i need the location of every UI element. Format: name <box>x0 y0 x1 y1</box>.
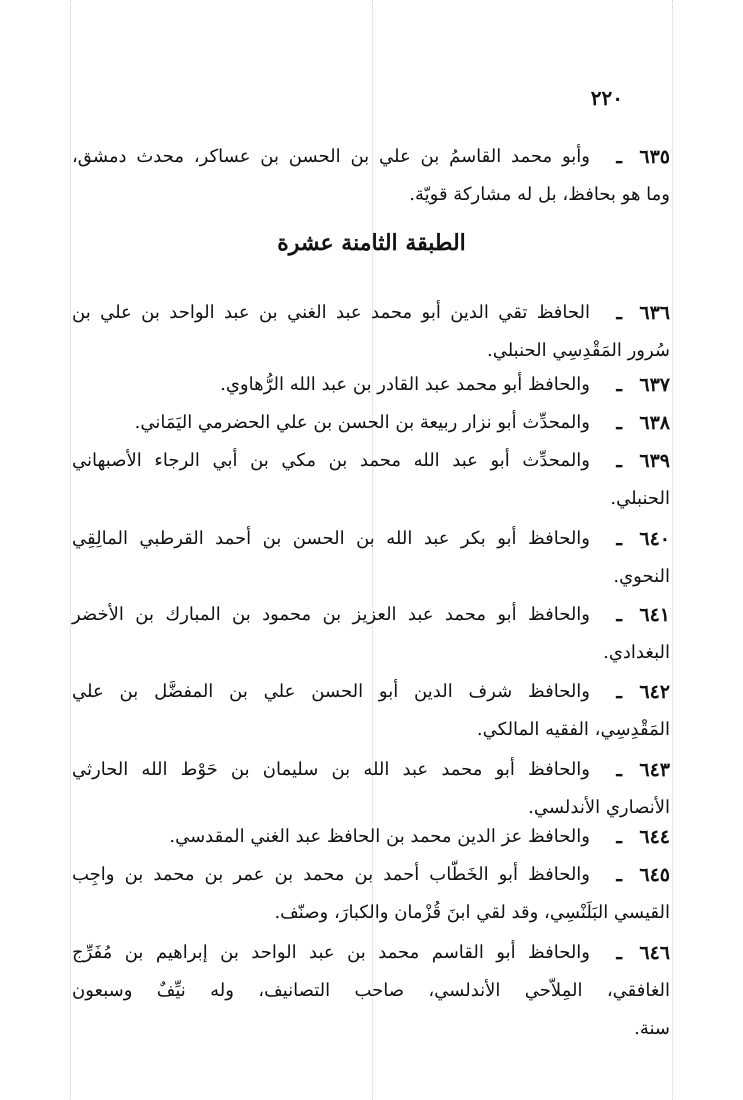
entry <box>72 753 670 829</box>
entry-text-line: القيسي البَلَنْسِي، وقد لقي ابنَ قُزْمان والكبارَ، وصنّف. <box>274 902 670 923</box>
entry-text-line: والحافظ أبو الخَطّاب أحمد بن محمد بن عمر بن محمد بن واجِب <box>72 864 590 885</box>
entry-number: ٦٤٠ <box>639 528 670 550</box>
entry-text-line: والمحدِّث أبو نزار ربيعة بن الحسن بن علي الحضرمي اليَمَاني. <box>134 412 590 433</box>
entry-number: ٦٣٧ <box>639 374 670 396</box>
entry-text-line: سُرور المَقْدِسِي الحنبلي. <box>486 340 670 361</box>
scan-guide-line <box>70 0 71 1100</box>
entry-number: ٦٣٨ <box>639 412 670 434</box>
entry-text-line: الحافظ تقي الدين أبو محمد عبد الغني بن عبد الواحد بن علي بن <box>72 302 590 323</box>
entry-dash: ـ <box>616 412 622 434</box>
entry-text-line: النحوي. <box>613 566 670 587</box>
entry-text-line: والحافظ أبو محمد عبد الله بن سليمان بن حَوْط الله الحارثي <box>72 759 590 780</box>
entry-text-line: والحافظ أبو بكر عبد الله بن الحسن بن أحمد القرطبي المالِقِي <box>72 528 590 549</box>
entry <box>72 140 670 216</box>
entry-text-line: الحنبلي. <box>610 488 670 509</box>
entry-text-line: المَقْدِسِي، الفقيه المالكي. <box>476 719 670 740</box>
entry <box>72 296 670 372</box>
entry-text-line: وأبو محمد القاسمُ بن علي بن الحسن بن عساكر، محدث دمشق، <box>72 146 590 167</box>
entry-dash: ـ <box>616 450 622 472</box>
entry <box>72 598 670 674</box>
entry-dash: ـ <box>616 146 622 168</box>
entry-dash: ـ <box>616 681 622 703</box>
entry-text-line: وما هو بحافظ، بل له مشاركة قويّة. <box>409 184 670 205</box>
entry-dash: ـ <box>616 942 622 964</box>
entry <box>72 936 670 1050</box>
entry <box>72 368 670 406</box>
entry-number: ٦٣٦ <box>639 302 670 324</box>
entry-dash: ـ <box>616 759 622 781</box>
entry <box>72 444 670 520</box>
entry <box>72 675 670 751</box>
entry-dash: ـ <box>616 374 622 396</box>
entry <box>72 406 670 444</box>
scan-guide-line <box>672 0 673 1100</box>
entry <box>72 858 670 934</box>
entry-text-line: سنة. <box>634 1018 670 1039</box>
entry <box>72 522 670 598</box>
entry-text-line: والحافظ عز الدين محمد بن الحافظ عبد الغني المقدسي. <box>169 826 590 847</box>
entry-number: ٦٤٣ <box>639 759 670 781</box>
entry-dash: ـ <box>616 864 622 886</box>
entry-text-line: الغافقي، المِلاّحي الأندلسي، صاحب التصانيف، وله نيِّفٌ وسبعون <box>72 980 670 1001</box>
entry-number: ٦٣٩ <box>639 450 670 472</box>
entry-dash: ـ <box>616 528 622 550</box>
entry-dash: ـ <box>616 302 622 324</box>
entry-dash: ـ <box>616 604 622 626</box>
entry-number: ٦٤٥ <box>639 864 670 886</box>
entry-text-line: البغدادي. <box>603 642 670 663</box>
entry-dash: ـ <box>616 826 622 848</box>
entry-text-line: الأنصاري الأندلسي. <box>528 797 670 818</box>
page-number: ٢٢٠ <box>590 86 623 110</box>
entry-number: ٦٤٤ <box>639 826 670 848</box>
entry-text-line: والمحدِّث أبو عبد الله محمد بن مكي بن أبي الرجاء الأصبهاني <box>72 450 590 471</box>
entry-number: ٦٤٦ <box>639 942 670 964</box>
section-heading: الطبقة الثامنة عشرة <box>277 230 466 256</box>
entry-number: ٦٤١ <box>639 604 670 626</box>
entry-text-line: والحافظ أبو محمد عبد العزيز بن محمود بن المبارك بن الأخضر <box>72 604 590 625</box>
entry <box>72 820 670 858</box>
entry-number: ٦٣٥ <box>639 146 670 168</box>
entry-text-line: والحافظ أبو القاسم محمد بن عبد الواحد بن إبراهيم بن مُفَرِّج <box>72 942 590 963</box>
entry-number: ٦٤٢ <box>639 681 670 703</box>
entry-text-line: والحافظ أبو محمد عبد القادر بن عبد الله الرُّهاوي. <box>220 374 590 395</box>
entry-text-line: والحافظ شرف الدين أبو الحسن علي بن المفضَّل بن علي <box>72 681 590 702</box>
